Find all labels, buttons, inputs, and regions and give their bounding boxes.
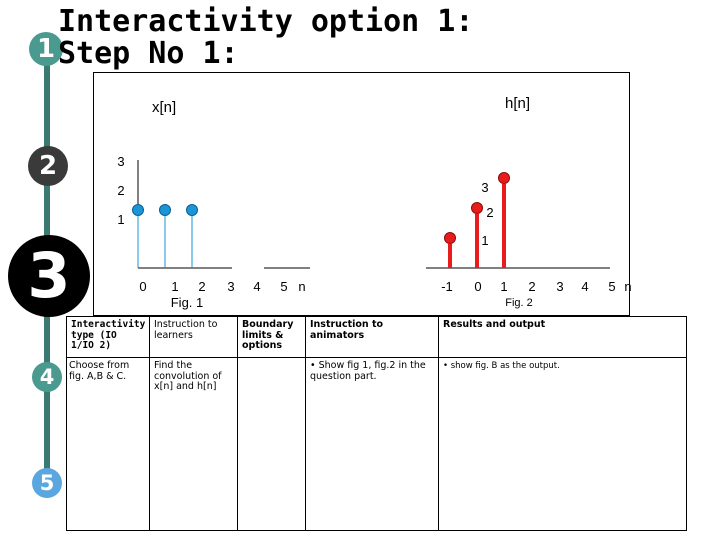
step-2-marker[interactable] [28,146,68,186]
x-chart-x-tick-label: 2 [198,279,206,294]
x-plot-title: x[n] [152,99,177,116]
step-5-label: 5 [39,471,55,495]
h-stem-value-label: 3 [481,180,489,195]
step-3-label: 3 [27,239,71,312]
h-chart-axis-label: n [624,279,632,294]
x-chart-x-tick-label: 3 [227,279,235,294]
h-plot-title: h[n] [505,95,531,112]
x-chart-x-tick-label: 1 [171,279,179,294]
table-row [67,358,687,531]
cell-boundary-limits [238,358,306,531]
step-5-marker[interactable] [32,468,62,498]
x-chart-y-tick-label: 1 [117,212,125,227]
h-chart-x-tick-label: -1 [441,279,453,294]
step-3-marker[interactable] [8,235,90,317]
h-stem-value-label: 1 [481,233,489,248]
x-chart-y-tick-label: 2 [117,183,125,198]
h-stem-value-label: 2 [486,205,494,220]
x-chart-caption: Fig. 1 [170,295,204,310]
cell-instruction-to-animators: • Show fig 1, fig.2 in the question part. [306,358,439,531]
page-title-line-1: Interactivity option 1: [58,4,474,39]
x-chart-x-tick-label: 4 [253,279,261,294]
cell-results-and-output: • show fig. B as the output. [439,358,687,531]
x-chart-y-tick-label: 3 [117,154,125,169]
step-1-label: 1 [36,34,56,64]
storyboard-table [66,316,687,531]
header-results-and-output: Results and output [439,317,687,358]
header-boundary-limits: Boundary limits & options [238,317,306,358]
h-chart-x-tick-label: 1 [500,279,508,294]
h-chart-x-tick-label: 5 [608,279,616,294]
step-2-label: 2 [38,151,58,181]
header-interactivity-type: Interactivity type (IO 1/IO 2) [67,317,150,358]
cell-instruction-to-learners: Find the convolution of x[n] and h[n] [150,358,238,531]
cell-interactivity-type: Choose from fig. A,B & C. [67,358,150,531]
step-4-marker[interactable] [32,362,62,392]
h-chart-x-tick-label: 3 [556,279,564,294]
h-chart-x-tick-label: 0 [474,279,482,294]
table-header-row [67,317,687,358]
plot-panel [93,72,630,316]
h-chart-x-tick-label: 4 [581,279,589,294]
x-chart-x-tick-label: 5 [280,279,288,294]
h-chart-caption: Fig. 2 [505,297,533,309]
x-chart-x-tick-label: 0 [139,279,147,294]
x-chart-axis-label: n [298,279,306,294]
header-instruction-to-animators: Instruction to animators [306,317,439,358]
page-title-line-2: Step No 1: [58,36,239,71]
step-4-label: 4 [39,365,55,389]
header-instruction-to-learners: Instruction to learners [150,317,238,358]
h-chart-x-tick-label: 2 [528,279,536,294]
